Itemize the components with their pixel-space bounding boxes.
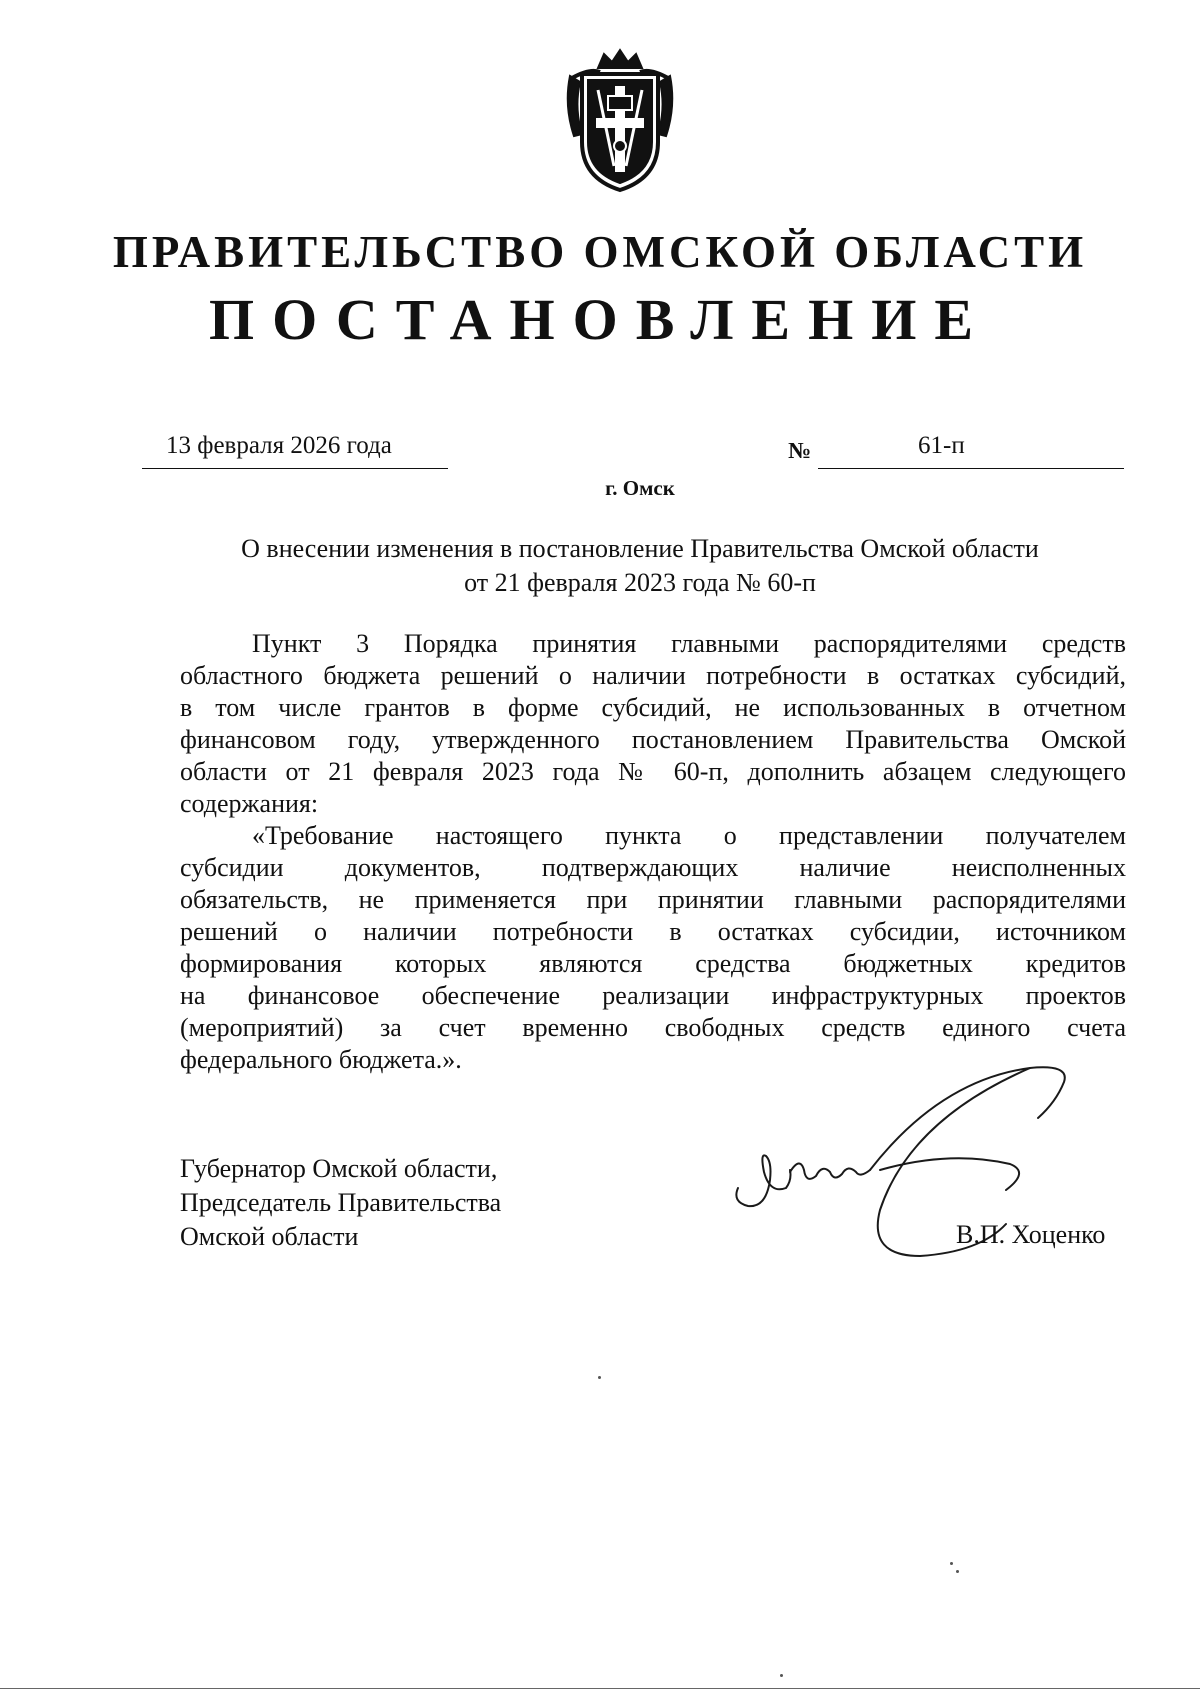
body-line: субсидии документов, подтверждающих наличие неисполненных	[180, 853, 1126, 882]
body-line: федерального бюджета.».	[180, 1045, 462, 1074]
body-line: обязательств, не применяется при принятии главными распорядителями	[180, 885, 1126, 914]
scan-speck	[950, 1562, 953, 1565]
number-field	[818, 432, 1124, 469]
body-line: (мероприятий) за счет временно свободных средств единого счета	[180, 1013, 1126, 1042]
city-label: г. Омск	[605, 476, 675, 500]
coat-of-arms-emblem	[560, 46, 680, 194]
heading-line: от 21 февраля 2023 года № 60-п	[464, 568, 816, 597]
heading-line: О внесении изменения в постановление Правительства Омской области	[241, 534, 1039, 563]
document-heading	[150, 532, 1130, 600]
body-line: решений о наличии потребности в остатках субсидии, источником	[180, 917, 1126, 946]
scan-speck	[598, 1376, 601, 1379]
position-line: Омской области	[180, 1222, 359, 1251]
page-edge-line	[0, 1688, 1200, 1689]
body-line: областного бюджета решений о наличии потребности в остатках субсидий,	[180, 661, 1126, 690]
signatory-position	[180, 1152, 501, 1254]
document-date: 13 февраля 2026 года	[166, 432, 392, 459]
body-line: «Требование настоящего пункта о представлении получателем	[252, 821, 1126, 850]
body-line: содержания:	[180, 789, 319, 818]
document-body	[180, 628, 1126, 1076]
body-line: финансовом году, утвержденного постановлением Правительства Омской	[180, 725, 1126, 754]
number-sign: №	[788, 438, 812, 463]
body-line: на финансовое обеспечение реализации инфраструктурных проектов	[180, 981, 1126, 1010]
scan-speck	[780, 1674, 783, 1677]
body-line: в том числе грантов в форме субсидий, не использованных в отчетном	[180, 693, 1126, 722]
scan-speck	[956, 1570, 959, 1573]
body-line: Пункт 3 Порядка принятия главными распорядителями средств	[252, 629, 1126, 658]
position-line: Губернатор Омской области,	[180, 1154, 498, 1183]
document-number: 61-п	[918, 432, 965, 459]
body-line: формирования которых являются средства бюджетных кредитов	[180, 949, 1126, 978]
position-line: Председатель Правительства	[180, 1188, 502, 1217]
document-type-title: ПОСТАНОВЛЕНИЕ	[208, 287, 992, 352]
signer-name: В.П. Хоценко	[956, 1220, 1106, 1249]
date-field	[142, 432, 448, 469]
organization-title: ПРАВИТЕЛЬСТВО ОМСКОЙ ОБЛАСТИ	[112, 227, 1088, 277]
body-line: области от 21 февраля 2023 года № 60-п, дополнить абзацем следующего	[180, 757, 1126, 786]
